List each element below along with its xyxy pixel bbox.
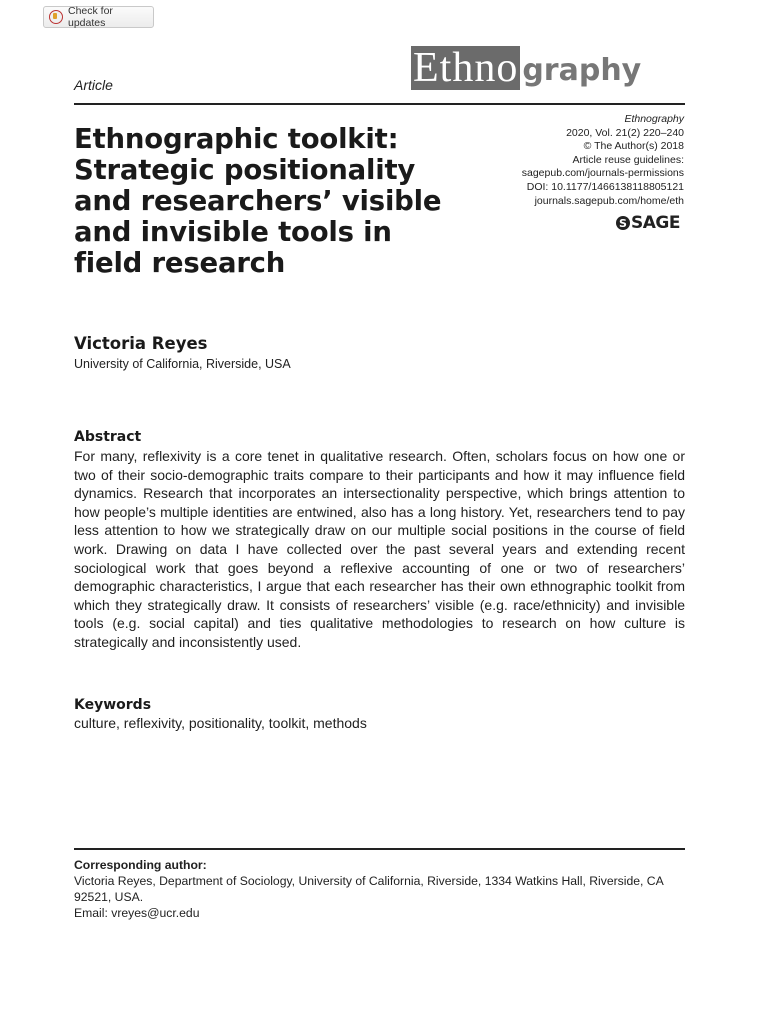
meta-journal: Ethnography — [624, 113, 684, 125]
corresponding-address: Victoria Reyes, Department of Sociology, University of California, Riverside, 1334 Watkins Hall, Riverside, CA 92521, USA. — [74, 874, 664, 904]
corresponding-email[interactable]: Email: vreyes@ucr.edu — [74, 906, 200, 920]
corresponding-heading: Corresponding author: — [74, 858, 207, 872]
sage-icon: S — [616, 216, 630, 230]
page-title: Ethnographic toolkit: Strategic positionality and researchers’ visible and invisible tools in field research — [74, 123, 442, 279]
article-type: Article — [74, 77, 113, 93]
meta-doi[interactable]: DOI: 10.1177/1466138118805121 — [526, 180, 684, 193]
footnote-divider — [74, 848, 685, 850]
meta-reuse-link[interactable]: sagepub.com/journals-permissions — [521, 167, 684, 180]
journal-logo-rest: graphy — [522, 53, 642, 88]
meta-copyright: © The Author(s) 2018 — [583, 140, 684, 153]
publisher-name: SAGE — [631, 213, 680, 233]
keywords-text: culture, reflexivity, positionality, toolkit, methods — [74, 715, 367, 731]
meta-journal-link[interactable]: journals.sagepub.com/home/eth — [534, 194, 684, 207]
publication-meta — [522, 113, 684, 208]
corresponding-author — [74, 857, 685, 921]
abstract-heading: Abstract — [74, 429, 142, 445]
author-affiliation: University of California, Riverside, USA — [74, 357, 291, 371]
meta-reuse-label: Article reuse guidelines: — [572, 153, 684, 166]
keywords-heading: Keywords — [74, 697, 152, 713]
check-for-updates-label: Check for updates — [68, 5, 113, 29]
abstract-text: For many, reflexivity is a core tenet in qualitative research. Often, scholars focus on how one or two of their socio-demographic traits compare to their participants and how it may influence field dynamics. Research that incorporates an intersectionality perspective, which brings attention to how people’s multiple identities are entwined, also has a long history. Yet, researchers tend to pay less attention to how we strategically draw on our multiple social positions in the course of field work. Drawing on data I have collected over the past several years and extending recent sociological work that goes beyond a reflexive accounting of one or two of researchers’ demographic characteristics, I argue that each researcher has their own ethnographic toolkit from which they strategically draw. It consists of researchers’ visible (e.g. race/ethnicity) and invisible tools (e.g. social capital) and ties qualitative methodologies to research on how culture is strategically and inconsistently used. — [74, 448, 685, 650]
journal-logo — [411, 46, 641, 90]
check-updates-icon — [49, 10, 63, 24]
meta-volume: 2020, Vol. 21(2) 220–240 — [566, 126, 684, 139]
publisher-logo — [616, 213, 680, 233]
author-name: Victoria Reyes — [74, 334, 208, 353]
header-divider — [74, 103, 685, 105]
check-for-updates-button[interactable] — [43, 6, 154, 28]
journal-logo-boxed: Ethno — [413, 45, 519, 91]
